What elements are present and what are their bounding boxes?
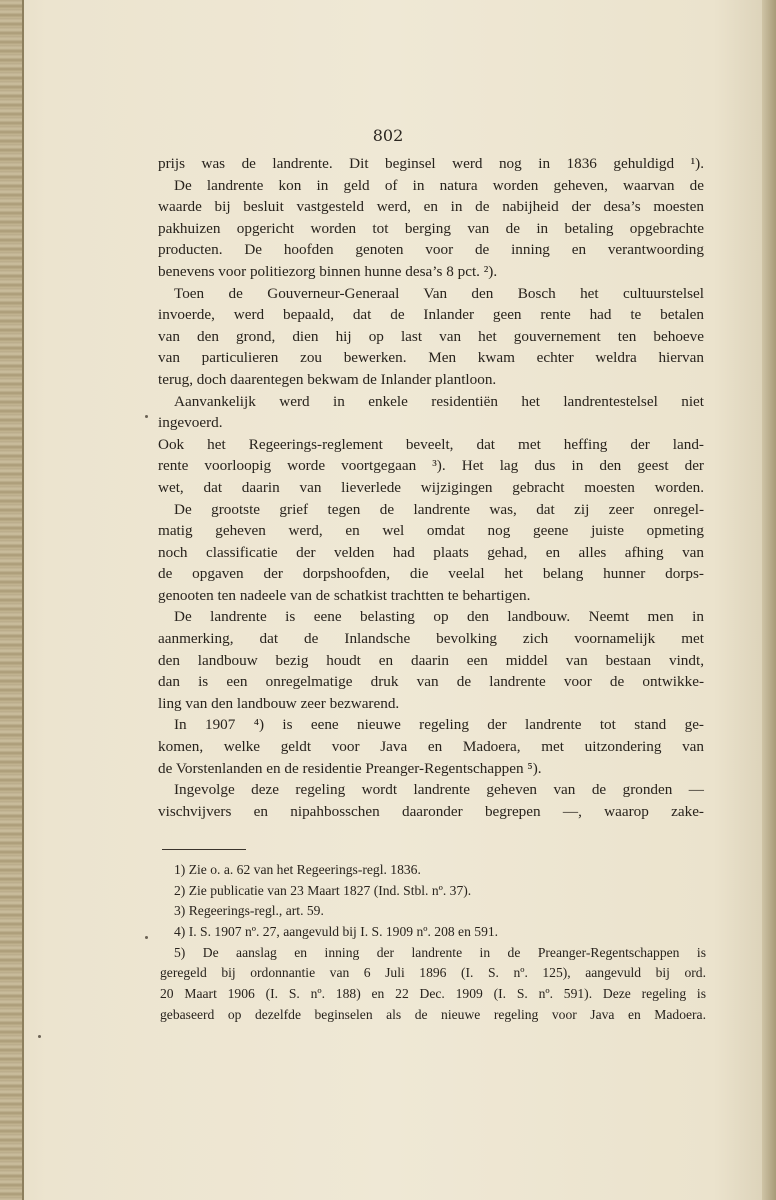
footnote: 3) Regeerings-regl., art. 59. [174, 903, 324, 919]
text-line: de opgaven der dorpshoofden, die veelal het belang hunner dorps- [158, 565, 704, 583]
text-line: Toen de Gouverneur-Generaal Van den Bosch het cultuurstelsel [174, 284, 704, 302]
text-line: De grootste grief tegen de landrente was, dat zij zeer onregel- [174, 500, 704, 518]
body-text [158, 153, 704, 822]
text-line: De landrente kon in geld of in natura worden geheven, waarvan de [174, 176, 704, 194]
text-line: wet, dat daarin van lieverlede wijzigingen gebracht moesten worden. [158, 478, 704, 496]
ink-speck [38, 1035, 41, 1038]
text-line: ling van den landbouw zeer bezwarend. [158, 694, 400, 712]
text-line: dan is een onregelmatige druk van de landrente voor de ontwikke- [158, 673, 704, 691]
footnote-rule [162, 849, 246, 850]
text-line: matig geheven werd, en wel omdat nog geene juiste opmeting [158, 522, 704, 540]
text-line: invoerde, werd bepaald, dat de Inlander geen rente had te betalen [158, 306, 704, 324]
footnote: 4) I. S. 1907 nº. 27, aangevuld bij I. S. 1909 nº. 208 en 591. [174, 924, 499, 940]
footnote: 1) Zie o. a. 62 van het Regeerings-regl. 1836. [174, 862, 421, 877]
text-line: de Vorstenlanden en de residentie Preanger-Regentschappen ⁵). [158, 759, 542, 777]
ink-speck [145, 936, 148, 939]
ink-speck [145, 415, 148, 418]
page-edge [762, 0, 776, 1200]
text-line: Aanvankelijk werd in enkele residentiën het landrentestelsel niet [174, 392, 704, 410]
text-line: terug, doch daarentegen bekwam de Inlander plantloon. [158, 370, 497, 388]
footnote: geregeld bij ordonnantie van 6 Juli 1896 (I. S. nº. 125), aangevuld bij ord. [160, 965, 706, 981]
text-line: den landbouw bezig houdt en daarin een middel van bestaan vindt, [158, 651, 704, 669]
text-line: Ingevolge deze regeling wordt landrente geheven van de gronden — [174, 781, 704, 799]
text-line: De landrente is eene belasting op den landbouw. Neemt men in [174, 608, 704, 626]
page-number: 802 [372, 126, 404, 145]
text-line: aanmerking, dat de Inlandsche bevolking zich voornamelijk met [158, 630, 704, 648]
book-binding [0, 0, 24, 1200]
text-line: noch classificatie der velden had plaats gehad, en alles afhing van [158, 543, 704, 561]
footnotes [160, 860, 706, 1026]
footnote: 5) De aanslag en inning der landrente in de Preanger-Regentschappen is [174, 944, 706, 960]
text-line: benevens voor politiezorg binnen hunne desa’s 8 pct. ²). [158, 262, 498, 280]
text-line: van particulieren zou bewerken. Men kwam echter weldra hiervan [158, 349, 704, 367]
text-line: pakhuizen opgericht worden tot berging van de in betaling opgebrachte [158, 219, 704, 237]
text-line: prijs was de landrente. Dit beginsel werd nog in 1836 gehuldigd ¹). [158, 155, 704, 172]
text-line: van den grond, dien hij op last van het gouvernement ten behoeve [158, 327, 704, 345]
text-line: genooten ten nadeele van de schatkist trachtten te behartigen. [158, 586, 531, 604]
text-line: vischvijvers en nipahbosschen daaronder begrepen —, waarop zake- [158, 802, 704, 820]
text-line: rente voorloopig worde voortgegaan ³). Het lag dus in den geest der [158, 457, 704, 475]
text-line: waarde bij besluit vastgesteld werd, en in de nabijheid der desa’s moesten [158, 198, 704, 216]
footnote: 2) Zie publicatie van 23 Maart 1827 (Ind. Stbl. nº. 37). [174, 882, 472, 898]
text-line: ingevoerd. [158, 414, 223, 432]
text-line: Ook het Regeerings-reglement beveelt, dat met heffing der land- [158, 435, 704, 453]
text-line: In 1907 ⁴) is eene nieuwe regeling der landrente tot stand ge- [174, 716, 704, 734]
text-line: komen, welke geldt voor Java en Madoera, met uitzondering van [158, 738, 704, 756]
footnote: gebaseerd op dezelfde beginselen als de nieuwe regeling voor Java en Madoera. [160, 1006, 706, 1022]
text-line: producten. De hoofden genoten voor de inning en verantwoording [158, 241, 704, 259]
footnote: 20 Maart 1906 (I. S. nº. 188) en 22 Dec. 1909 (I. S. nº. 591). Deze regeling is [160, 986, 706, 1002]
